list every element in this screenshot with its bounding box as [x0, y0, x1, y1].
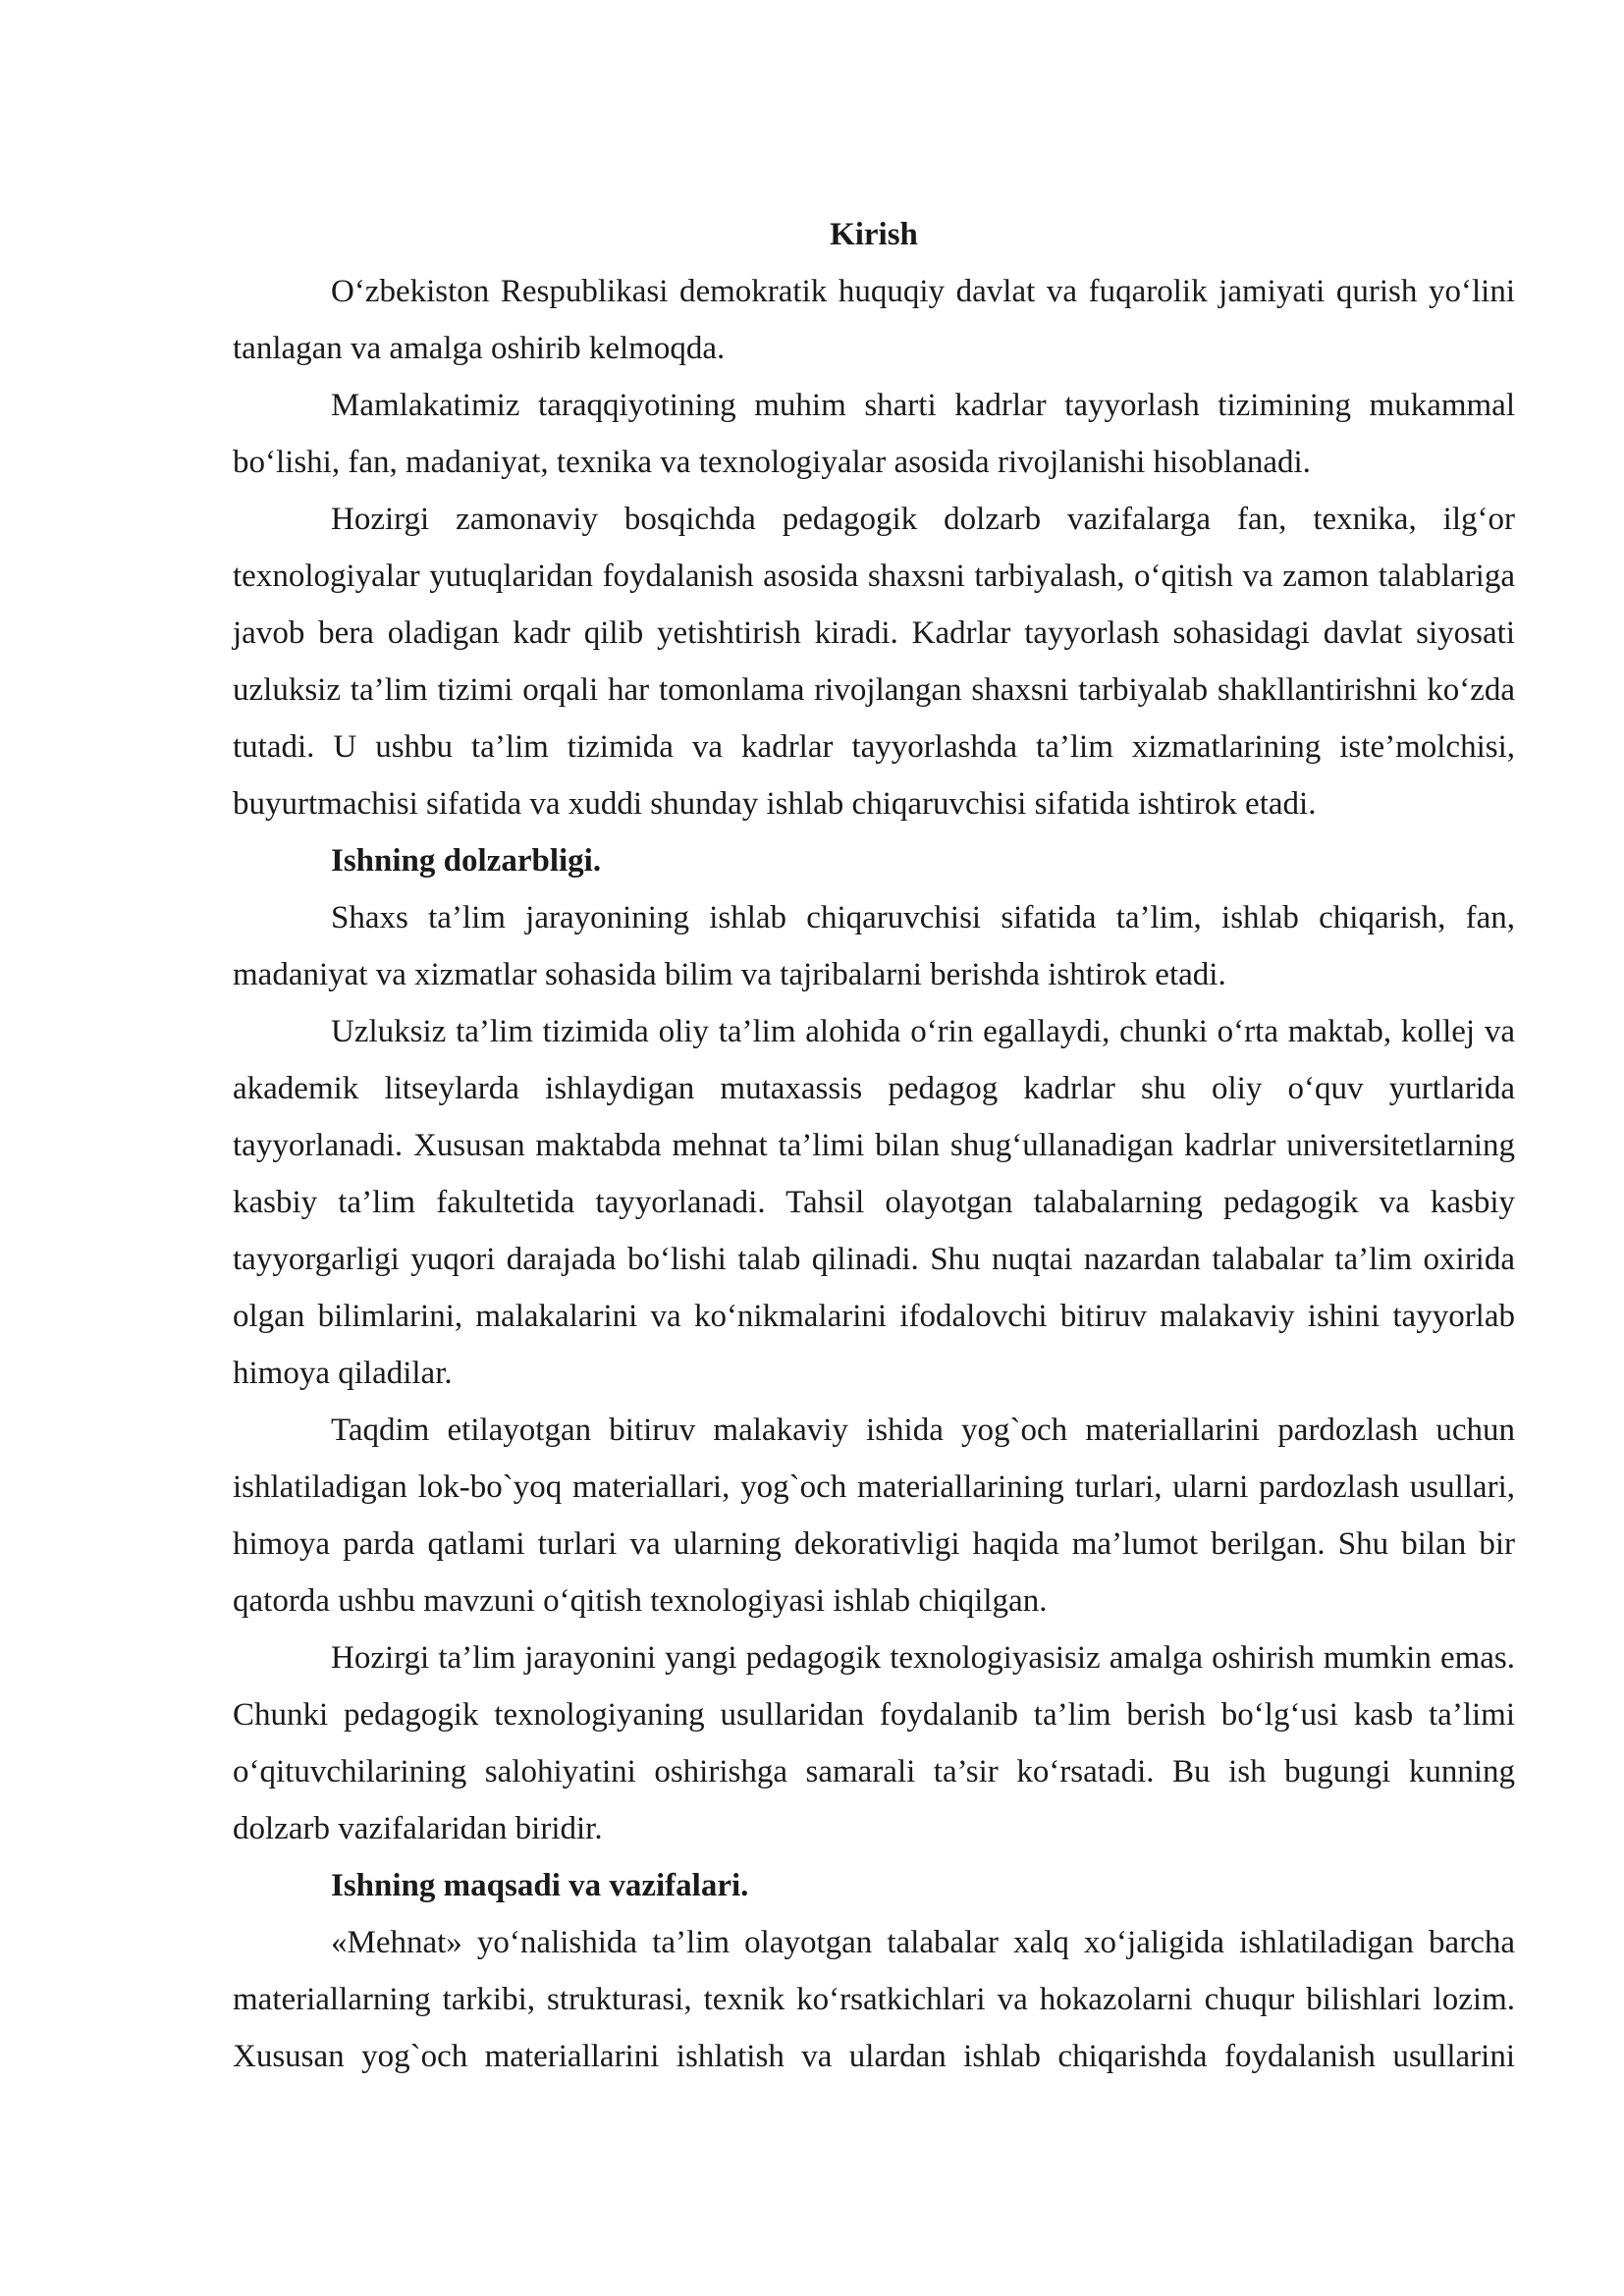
paragraph-development: Mamlakatimiz taraqqiyotining muhim sharti kadrlar tayyorlash tizimining mukammal bo‘lishi, fan, madaniyat, texnika va texnologiyalar asosida rivojlanishi hisoblanadi.: [233, 388, 1515, 480]
paragraph-person-role: Shaxs ta’lim jarayonining ishlab chiqaruvchisi sifatida ta’lim, ishlab chiqarish, fan, madaniyat va xizmatlar sohasida bilim va tajribalarni berishda ishtirok etadi.: [233, 900, 1515, 992]
paragraph-pedagogical-technology: Hozirgi ta’lim jarayonini yangi pedagogik texnologiyasisiz amalga oshirish mumkin emas. Chunki pedagogik texnologiyaning usullaridan foydalanib ta’lim berish bo‘lg‘usi kasb ta’limi o‘qituvchilarining salohiyatini oshirishga samarali ta’sir ko‘rsatadi. Bu ish bugungi kunning dolzarb vazifalaridan biridir.: [233, 1640, 1515, 1846]
paragraph-thesis-topic: Taqdim etilayotgan bitiruv malakaviy ishida yog`och materiallarini pardozlash uchun ishlatiladigan lok-bo`yoq materiallari, yog`och materiallarining turlari, ularni pardozlash usullari, himoya parda qatlami turlari va ularning dekorativligi haqida ma’lumot berilgan. Shu bilan bir qatorda ushbu mavzuni o‘qitish texnologiyasi ishlab chiqilgan.: [233, 1413, 1515, 1619]
section-heading-relevance: Ishning dolzarbligi.: [331, 843, 602, 879]
paragraph-intro: O‘zbekiston Respublikasi demokratik huquqiy davlat va fuqarolik jamiyati qurish yo‘lini tanlagan va amalga oshirib kelmoqda.: [233, 274, 1515, 366]
section-heading-goals: Ishning maqsadi va vazifalari.: [331, 1868, 749, 1903]
paragraph-mehnat-direction: «Mehnat» yo‘nalishida ta’lim olayotgan talabalar xalq xo‘jaligida ishlatiladigan barcha materiallarning tarkibi, strukturasi, texnik ko‘rsatkichlari va hokazolarni chuqur bilishlari lozim. Xususan yog`och materiallarini ishlatish va ulardan ishlab chiqarishda foydalanish usullarini: [233, 1925, 1515, 2074]
document-body: [233, 206, 1515, 2085]
paragraph-modern-stage: Hozirgi zamonaviy bosqichda pedagogik dolzarb vazifalarga fan, texnika, ilg‘or texnologiyalar yutuqlaridan foydalanish asosida shaxsni tarbiyalash, o‘qitish va zamon talablariga javob bera oladigan kadr qilib yetishtirish kiradi. Kadrlar tayyorlash sohasidagi davlat siyosati uzluksiz ta’lim tizimi orqali har tomonlama rivojlangan shaxsni tarbiyalab shakllantirishni ko‘zda tutadi. U ushbu ta’lim tizimida va kadrlar tayyorlashda ta’lim xizmatlarining iste’molchisi, buyurtmachisi sifatida va xuddi shunday ishlab chiqaruvchisi sifatida ishtirok etadi.: [233, 502, 1515, 822]
page-title: Kirish: [830, 217, 918, 252]
paragraph-higher-education: Uzluksiz ta’lim tizimida oliy ta’lim alohida o‘rin egallaydi, chunki o‘rta maktab, kollej va akademik litseylarda ishlaydigan mutaxassis pedagog kadrlar shu oliy o‘quv yurtlarida tayyorlanadi. Xususan maktabda mehnat ta’limi bilan shug‘ullanadigan kadrlar universitetlarning kasbiy ta’lim fakultetida tayyorlanadi. Tahsil olayotgan talabalarning pedagogik va kasbiy tayyorgarligi yuqori darajada bo‘lishi talab qilinadi. Shu nuqtai nazardan talabalar ta’lim oxirida olgan bilimlarini, malakalarini va ko‘nikmalarini ifodalovchi bitiruv malakaviy ishini tayyorlab himoya qiladilar.: [233, 1014, 1515, 1391]
